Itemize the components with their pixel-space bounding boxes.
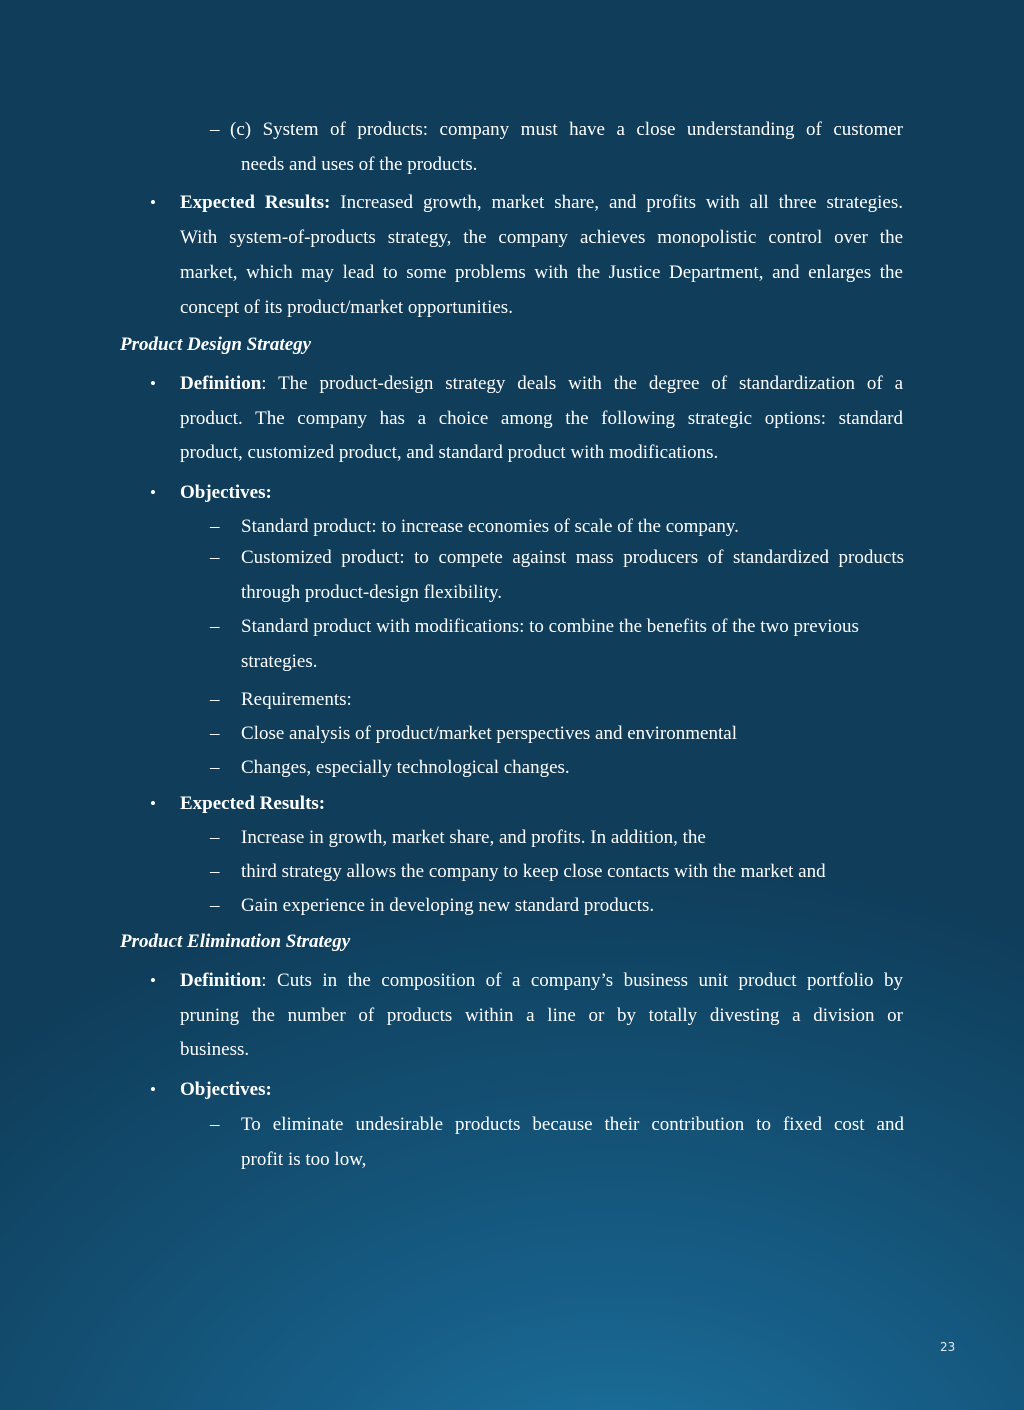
design-objective-3-line-1: Standard product with modifications: to combine the benefits of the two previous [241,616,859,637]
dash-marker: – [210,1114,220,1135]
system-products-line-2: needs and uses of the products. [241,154,478,175]
dash-marker: – [210,516,220,537]
dash-marker: – [210,895,220,916]
elimination-definition-line-3: business. [180,1039,250,1060]
expected-results-1-line-4: concept of its product/market opportunities. [180,297,513,318]
dash-marker: – [210,757,220,778]
design-objective-1: Standard product: to increase economies of scale of the company. [241,516,739,537]
elimination-objective-1-line-1: To eliminate undesirable products because their contribution to fixed cost and [241,1114,904,1135]
system-products-line-1: (c) System of products: company must have a close understanding of customer [230,119,903,140]
product-elimination-heading: Product Elimination Strategy [120,931,351,952]
design-definition-label: Definition [180,373,262,394]
dash-marker: – [210,723,220,744]
design-requirements-3: Changes, especially technological changes. [241,757,570,778]
design-requirements-2: Close analysis of product/market perspectives and environmental [241,723,737,744]
bullet-marker: • [150,971,156,990]
dash-marker: – [210,119,220,140]
page-number: 23 [940,1340,956,1354]
bullet-marker: • [150,374,156,393]
elimination-definition-line-2: pruning the number of products within a line or by totally divesting a division or [180,1005,903,1026]
design-definition-line-1 [180,372,903,396]
dash-marker: – [210,547,220,568]
dash-marker: – [210,689,220,710]
elimination-definition-text: : Cuts in the composition of a company’s business unit product portfolio by [261,970,903,991]
design-definition-line-2: product. The company has a choice among the following strategic options: standard [180,408,903,429]
elimination-definition-line-1 [180,969,903,993]
elimination-definition-label: Definition [180,970,262,991]
design-expected-label: Expected Results: [180,793,326,814]
design-definition-text: : The product-design strategy deals with the degree of standardization of a [261,373,903,394]
elimination-objectives-label: Objectives: [180,1079,272,1100]
design-objective-3-line-2: strategies. [241,651,318,672]
design-objectives-label: Objectives: [180,482,272,503]
dash-marker: – [210,616,220,637]
design-expected-2: third strategy allows the company to keep close contacts with the market and [241,861,826,882]
product-design-heading: Product Design Strategy [120,334,312,355]
bullet-marker: • [150,483,156,502]
bullet-marker: • [150,794,156,813]
design-objective-2-line-2: through product-design flexibility. [241,582,503,603]
elimination-objective-1-line-2: profit is too low, [241,1149,367,1170]
bullet-marker: • [150,193,156,212]
bullet-marker: • [150,1080,156,1099]
expected-results-1-label: Expected Results: [180,192,331,213]
dash-marker: – [210,861,220,882]
expected-results-1-line-3: market, which may lead to some problems with the Justice Department, and enlarges the [180,262,903,283]
design-requirements-1: Requirements: [241,689,352,710]
design-expected-3: Gain experience in developing new standard products. [241,895,655,916]
expected-results-1-text: Increased growth, market share, and profits with all three strategies. [330,192,903,213]
dash-marker: – [210,827,220,848]
expected-results-1-line-2: With system-of-products strategy, the company achieves monopolistic control over the [180,227,903,248]
design-expected-1: Increase in growth, market share, and profits. In addition, the [241,827,706,848]
expected-results-1-line-1 [180,191,903,215]
design-objective-2-line-1: Customized product: to compete against mass producers of standardized products [241,547,904,568]
design-definition-line-3: product, customized product, and standard product with modifications. [180,442,719,463]
